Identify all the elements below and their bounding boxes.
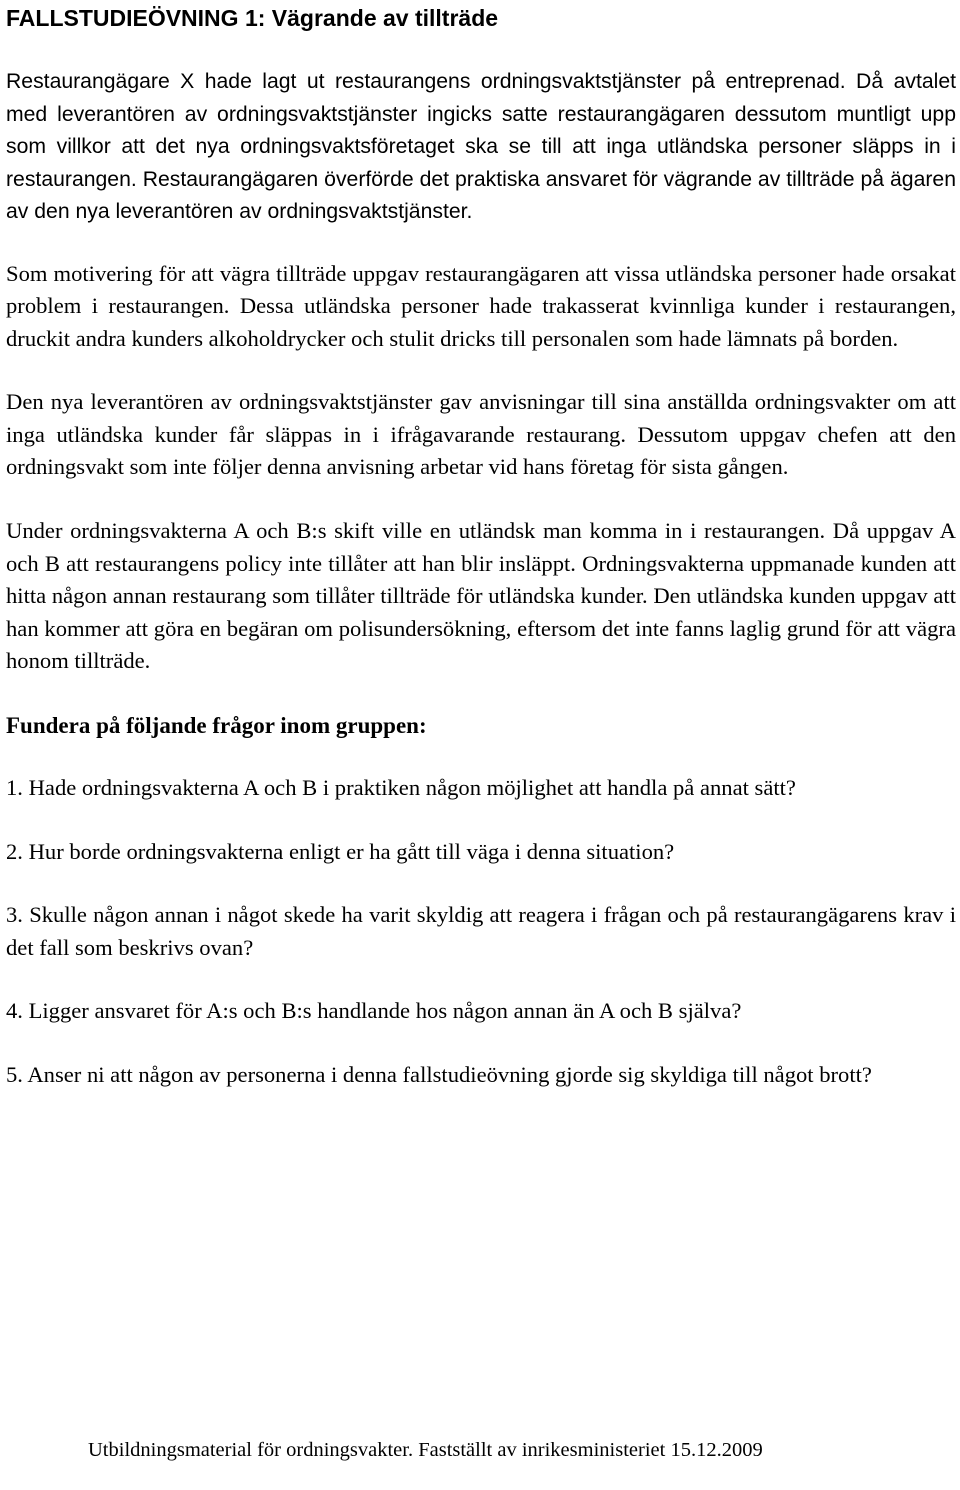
body-paragraph-incident: Under ordningsvakterna A och B:s skift ville en utländsk man komma in i restaurangen. Då uppgav A och B att restaurangens policy inte tillåter att han blir insläppt. Ordningsvakterna uppmanade kunden att hitta någon annan restaurang som tillåter tillträde för utländska kunder. Den utländska kunden uppgav att han kommer att göra en begäran om polisundersökning, eftersom det inte fanns laglig grund för att vägra honom tillträde. <box>6 518 956 674</box>
body-paragraph-instructions: Den nya leverantören av ordningsvaktstjänster gav anvisningar till sina anställda ordningsvakter om att inga utländska kunder får släppas in i ifrågavarande restaurang. Dessutom uppgav chefen att den ordningsvakt som inte följer denna anvisning arbetar vid hans företag för sista gången. <box>6 389 956 480</box>
question-item: 1. Hade ordningsvakterna A och B i praktiken någon möjlighet att handla på annat sätt? <box>6 775 796 801</box>
question-item: 5. Anser ni att någon av personerna i denna fallstudieövning gjorde sig skyldiga till något brott? <box>6 1062 872 1087</box>
page-footer: Utbildningsmaterial för ordningsvakter. Fastställt av inrikesministeriet 15.12.2009 <box>88 1439 763 1461</box>
intro-paragraph: Restaurangägare X hade lagt ut restaurangens ordningsvaktstjänster på entreprenad. Då avtalet med leverantören av ordningsvaktstjänster ingicks satte restaurangägaren dessutom muntligt upp som villkor att det nya ordningsvaktsföretaget ska se till att inga utländska personer släpps in i restaurangen. Restaurangägaren överförde det praktiska ansvaret för vägrande av tillträde på ägaren av den nya leverantören av ordningsvaktstjänster. <box>6 70 956 223</box>
questions-list <box>6 772 956 1092</box>
question-item: 3. Skulle någon annan i något skede ha varit skyldig att reagera i frågan och på restaurangägarens krav i det fall som beskrivs ovan? <box>6 902 956 960</box>
question-item: 2. Hur borde ordningsvakterna enligt er ha gått till väga i denna situation? <box>6 838 675 864</box>
document-page <box>6 0 956 1092</box>
document-title: FALLSTUDIEÖVNING 1: Vägrande av tillträde <box>6 5 499 31</box>
body-paragraph-motivation: Som motivering för att vägra tillträde uppgav restaurangägaren att vissa utländska personer hade orsakat problem i restaurangen. Dessa utländska personer hade trakasserat kvinnliga kunder i restaurangen, druckit andra kunders alkoholdrycker och stulit dricks till personalen som hade lämnats på borden. <box>6 260 956 351</box>
questions-heading: Fundera på följande frågor inom gruppen: <box>6 713 427 739</box>
question-item: 4. Ligger ansvaret för A:s och B:s handlande hos någon annan än A och B själva? <box>6 998 742 1024</box>
